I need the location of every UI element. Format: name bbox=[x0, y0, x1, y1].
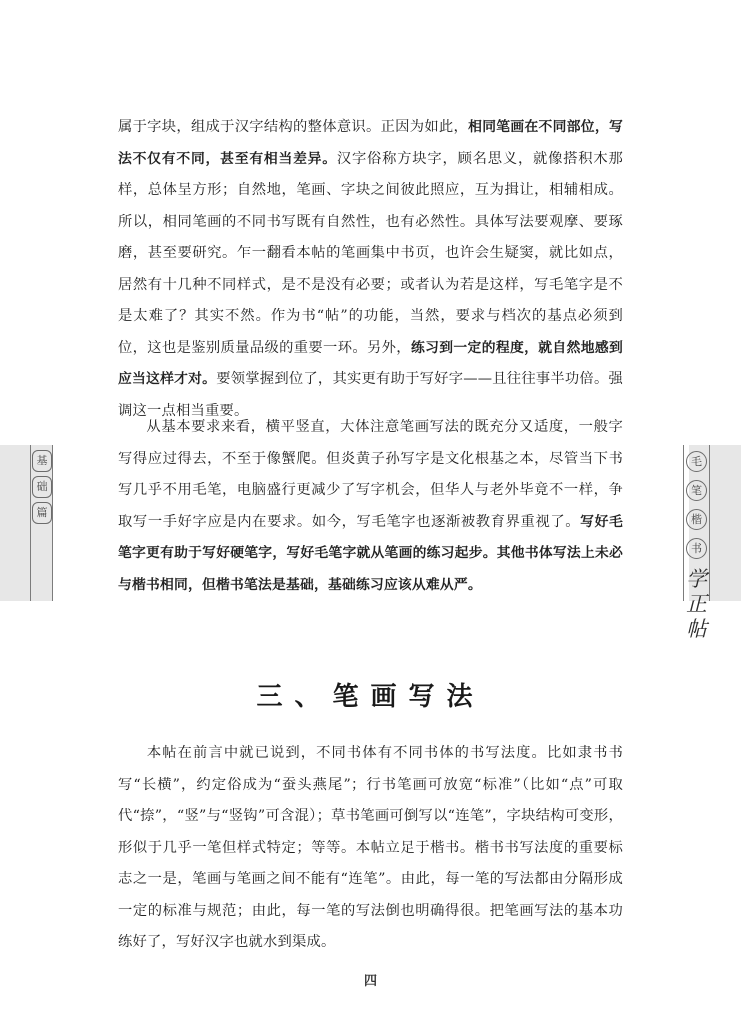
p1-text-1: 属于字块，组成于汉字结构的整体意识。正因为如此， bbox=[118, 119, 469, 135]
p1-emphasis-1: 相同笔画在不同部位，写法不仅有不同，甚至有相当差异。 bbox=[118, 119, 623, 167]
body-paragraph-1 bbox=[118, 112, 623, 427]
right-tab-seal-4: 书 bbox=[686, 538, 707, 559]
p2-emphasis-1: 写好毛笔字更有助于写好硬笔字，写好毛笔字就从笔画的练习起步。其他书体写法上未必与楷书相同，但楷书笔法是基础，基础练习应该从难从严。 bbox=[118, 513, 623, 593]
right-tab-label bbox=[686, 451, 707, 642]
page-number: 四 bbox=[363, 974, 377, 989]
p3-text: 本帖在前言中就已说到，不同书体有不同书体的书写法度。比如隶书书写“长横”，约定俗成为“蚕头燕尾”；行书笔画可放宽“标准”（比如“点”可取代“捺”，“竖”与“竖钩”可含混）；草书笔画可倒写以“连笔”，字块结构可变形，形似于几乎一笔但样式特定；等等。本帖立足于楷书。楷书书写法度的重要标志之一是，笔画与笔画之间不能有“连笔”。由此，每一笔的写法都由分隔形成一定的标准与规范；由此，每一笔的写法倒也明确得很。把笔画写法的基本功练好了，写好汉字也就水到渠成。 bbox=[118, 745, 623, 950]
right-tab-seal-1: 毛 bbox=[686, 451, 707, 472]
body-paragraph-2 bbox=[118, 412, 623, 601]
right-tab-seal-2: 笔 bbox=[686, 480, 707, 501]
right-tab-char-1: 学 bbox=[686, 567, 707, 591]
right-tab-seal-3: 楷 bbox=[686, 509, 707, 530]
right-tab-char-2: 正 bbox=[686, 592, 707, 616]
right-tab-rule-2 bbox=[709, 445, 710, 601]
section-title: 三、笔画写法 bbox=[256, 682, 485, 712]
p1-text-3: 要领掌握到位了，其实更有助于写好字——且往往事半功倍。强调这一点相当重要。 bbox=[118, 371, 623, 419]
p2-text-1: 从基本要求来看，横平竖直，大体注意笔画写法的既充分又适度，一般字写得应过得去，不至于像蟹爬。但炎黄子孙写字是文化根基之本，尽管当下书写几乎不用毛笔，电脑盛行更减少了写字机会，但华人与老外毕竟不一样，争取写一手好字应是内在要求。如今，写毛笔字也逐渐被教育界重视了。 bbox=[118, 419, 623, 530]
left-tab-rule-1 bbox=[30, 445, 31, 601]
right-tab-rule-1 bbox=[683, 445, 684, 601]
p1-text-2: 汉字俗称方块字，顾名思义，就像搭积木那样，总体呈方形；自然地，笔画、字块之间彼此照应，互为揖让，相辅相成。所以，相同笔画的不同书写既有自然性，也有必然性。具体写法要观摩、要琢磨，甚至要研究。乍一翻看本帖的笔画集中书页，也许会生疑窦，就比如点，居然有十几种不同样式，是不是没有必要；或者认为若是这样，写毛笔字是不是太难了？其实不然。作为书“帖”的功能，当然，要求与档次的基点必须到位，这也是鉴别质量品级的重要一环。另外， bbox=[118, 150, 623, 356]
left-tab-rule-2 bbox=[52, 445, 53, 601]
body-paragraph-3 bbox=[118, 738, 623, 959]
left-tab-char-2: 础 bbox=[32, 476, 52, 498]
left-tab-char-3: 篇 bbox=[32, 502, 52, 524]
p1-emphasis-2: 练习到一定的程度，就自然地感到应当这样才对。 bbox=[118, 339, 624, 387]
left-tab-char-1: 基 bbox=[32, 450, 52, 472]
left-tab-label bbox=[32, 450, 52, 528]
right-tab-char-3: 帖 bbox=[686, 617, 707, 641]
